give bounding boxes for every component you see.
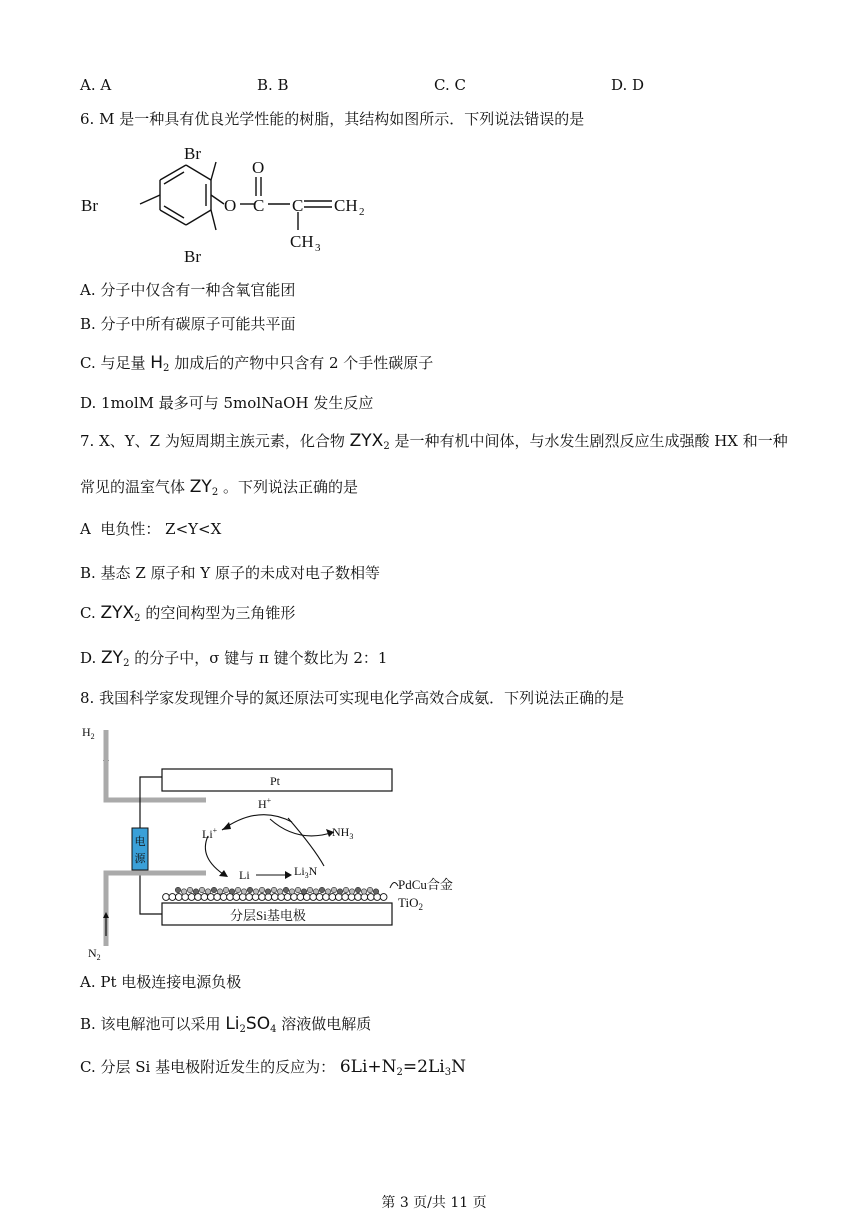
si-electrode-label: 分层Si基电极 (230, 908, 306, 923)
li-plus-label: Li+ (202, 826, 218, 841)
q5-option-a: A. A (80, 76, 112, 94)
q8-option-b: B. 该电解池可以采用 $Li_2SO_4$ 溶液做电解质 (80, 1014, 372, 1035)
q8-electrolysis-diagram (78, 716, 478, 966)
q6-structure (78, 140, 378, 270)
pt-electrode-label: Pt (270, 774, 281, 788)
q7-stem-line1: 7. X、Y、Z 为短周期主族元素，化合物 $ZYX_2$ 是一种有机中间体，与水发生剧烈反应生成强酸 HX 和一种 (80, 431, 788, 452)
ch2-subscript: 2 (359, 206, 365, 218)
q5-option-d: D. D (611, 76, 645, 94)
n2-label: $N_2$ (88, 946, 101, 962)
li-label: Li (239, 868, 250, 882)
ch3-label: CH (290, 232, 314, 251)
nh3-label: $NH_3$ (332, 825, 354, 841)
ch3-subscript: 3 (315, 242, 321, 254)
q6-option-a: A. 分子中仅含有一种含氧官能团 (80, 281, 296, 299)
q6-option-d: D. 1molM 最多可与 5molNaOH 发生反应 (80, 394, 374, 412)
power-supply-label-1: 电 (134, 836, 146, 848)
q5-option-c: C. C (434, 76, 466, 94)
q8-option-c: C. 分层 Si 基电极附近发生的反应为： $6Li+N_2=2Li_3N$ (80, 1057, 466, 1078)
q8-stem: 8. 我国科学家发现锂介导的氮还原法可实现电化学高效合成氨．下列说法正确的是 (80, 689, 625, 707)
q5-option-b: B. B (257, 76, 289, 94)
pdcu-alloy-label: PdCu合金 (398, 877, 453, 892)
tio2-label: TiO$_2$ (398, 895, 423, 912)
q7-option-c: C. $ZYX_2$ 的空间构型为三角锥形 (80, 603, 296, 624)
li3n-label: $Li_3N$ (294, 864, 318, 880)
q7-option-d: D. $ZY_2$ 的分子中，σ 键与 π 键个数比为 2：1 (80, 648, 388, 669)
carbonyl-c-label: C (253, 196, 265, 215)
q7-option-a: A 电负性： Z<Y<X (80, 520, 222, 538)
q6-option-c: C. 与足量 $H_2$ 加成后的产物中只含有 2 个手性碳原子 (80, 353, 434, 374)
page-footer: 第 3 页/共 11 页 (381, 1195, 487, 1211)
h2-label: $H_2$ (82, 725, 95, 741)
h-plus-label: H+ (258, 796, 272, 811)
q7-option-b: B. 基态 Z 原子和 Y 原子的未成对电子数相等 (80, 564, 380, 582)
q6-option-b: B. 分子中所有碳原子可能共平面 (80, 315, 296, 333)
q7-stem-line2: 常见的温室气体 $ZY_2$ 。下列说法正确的是 (80, 477, 358, 498)
q6-stem: 6. M 是一种具有优良光学性能的树脂，其结构如图所示．下列说法错误的是 (80, 110, 585, 128)
q8-option-a: A. Pt 电极连接电源负极 (80, 973, 242, 991)
br-top-label: Br (184, 144, 201, 163)
ch2-label: CH (334, 196, 358, 215)
vinyl-c-label: C (292, 196, 304, 215)
br-left-label: Br (81, 196, 98, 215)
br-bottom-label: Br (184, 247, 201, 266)
catalyst-particle-layer (163, 887, 387, 900)
carbonyl-o-label: O (252, 158, 265, 177)
ether-o-label: O (224, 196, 237, 215)
power-supply-label-2: 源 (134, 853, 146, 865)
